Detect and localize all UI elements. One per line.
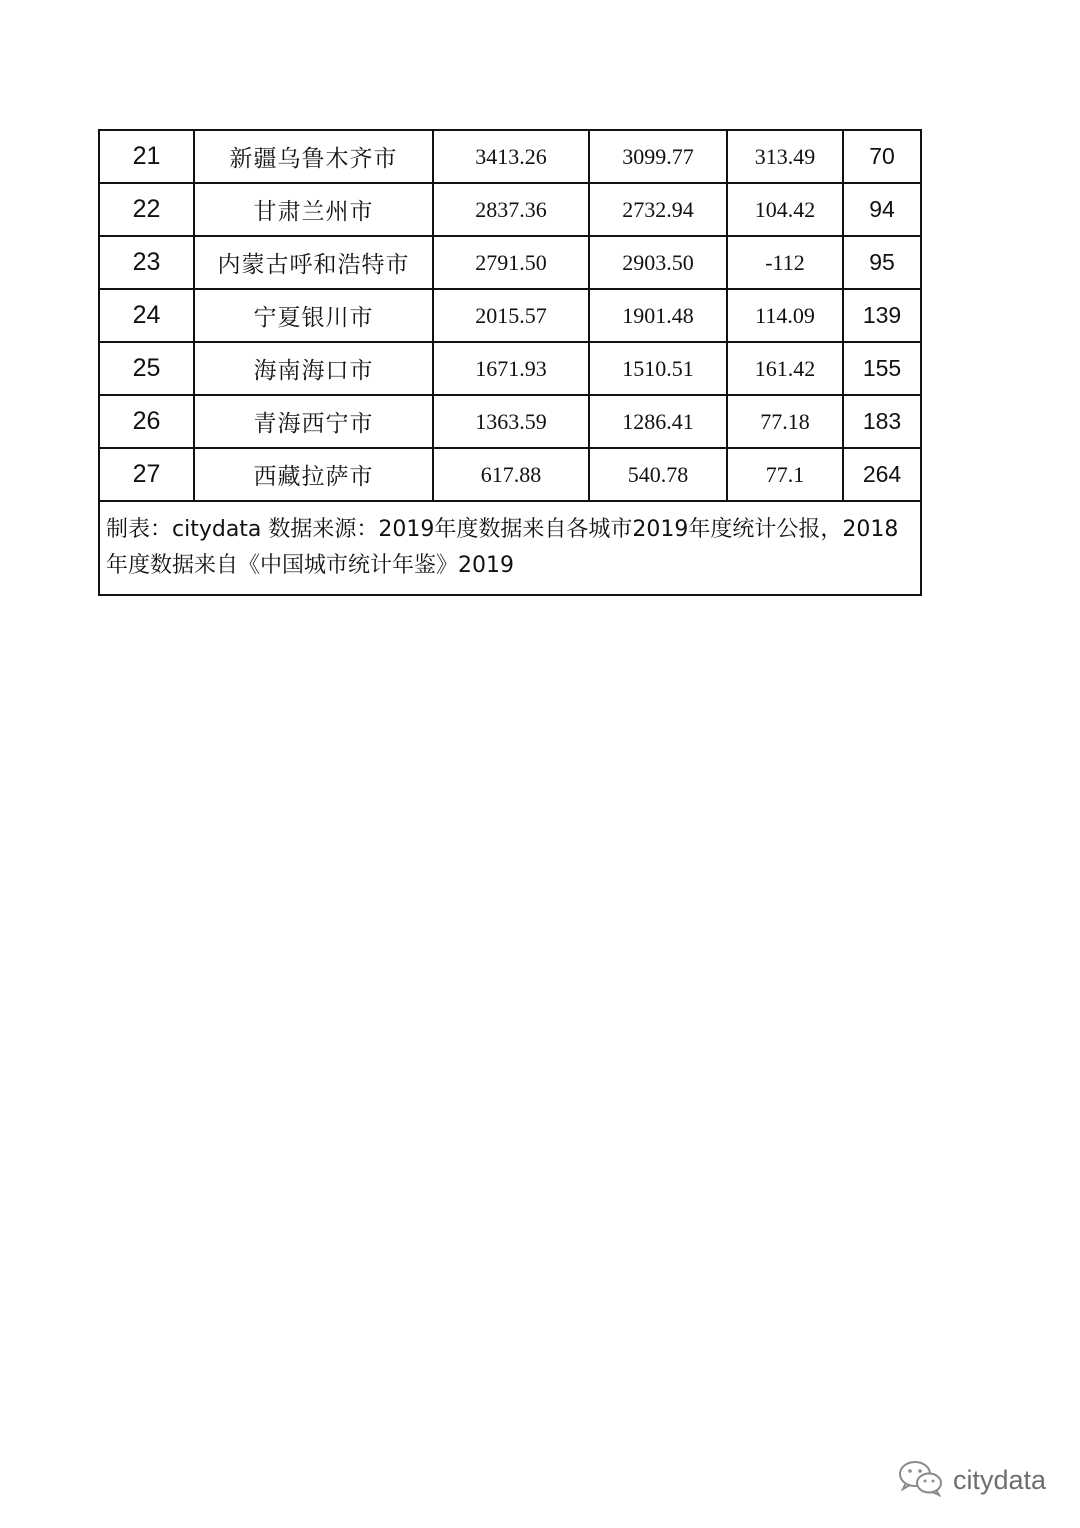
value-2019-cell: 2791.50 xyxy=(433,236,589,289)
table-row xyxy=(99,236,921,289)
change-cell: 104.42 xyxy=(727,183,843,236)
value-2019-cell: 1671.93 xyxy=(433,342,589,395)
national-rank-cell: 139 xyxy=(843,289,921,342)
national-rank-cell: 264 xyxy=(843,448,921,501)
value-2018-cell: 1286.41 xyxy=(589,395,727,448)
table-row xyxy=(99,395,921,448)
rank-cell: 25 xyxy=(99,342,194,395)
rank-cell: 26 xyxy=(99,395,194,448)
watermark xyxy=(897,1458,1046,1502)
rank-cell: 24 xyxy=(99,289,194,342)
city-cell: 青海西宁市 xyxy=(194,395,433,448)
national-rank-cell: 95 xyxy=(843,236,921,289)
value-2018-cell: 2903.50 xyxy=(589,236,727,289)
city-cell: 内蒙古呼和浩特市 xyxy=(194,236,433,289)
city-gdp-table xyxy=(98,129,922,596)
rank-cell: 23 xyxy=(99,236,194,289)
value-2019-cell: 2015.57 xyxy=(433,289,589,342)
value-2018-cell: 3099.77 xyxy=(589,130,727,183)
value-2019-cell: 1363.59 xyxy=(433,395,589,448)
rank-cell: 22 xyxy=(99,183,194,236)
value-2019-cell: 3413.26 xyxy=(433,130,589,183)
value-2018-cell: 540.78 xyxy=(589,448,727,501)
table-row xyxy=(99,183,921,236)
table-row xyxy=(99,342,921,395)
change-cell: 77.1 xyxy=(727,448,843,501)
table-row xyxy=(99,130,921,183)
change-cell: -112 xyxy=(727,236,843,289)
national-rank-cell: 70 xyxy=(843,130,921,183)
national-rank-cell: 183 xyxy=(843,395,921,448)
change-cell: 114.09 xyxy=(727,289,843,342)
value-2018-cell: 1510.51 xyxy=(589,342,727,395)
value-2019-cell: 2837.36 xyxy=(433,183,589,236)
value-2018-cell: 2732.94 xyxy=(589,183,727,236)
change-cell: 313.49 xyxy=(727,130,843,183)
rank-cell: 27 xyxy=(99,448,194,501)
change-cell: 77.18 xyxy=(727,395,843,448)
watermark-text: citydata xyxy=(952,1464,1046,1495)
change-cell: 161.42 xyxy=(727,342,843,395)
city-cell: 甘肃兰州市 xyxy=(194,183,433,236)
table-note-row xyxy=(99,501,921,595)
rank-cell: 21 xyxy=(99,130,194,183)
table-row xyxy=(99,289,921,342)
source-note: 制表：citydata 数据来源：2019年度数据来自各城市2019年度统计公报，2018年度数据来自《中国城市统计年鉴》2019 xyxy=(99,501,921,595)
value-2018-cell: 1901.48 xyxy=(589,289,727,342)
data-table-container xyxy=(98,129,920,596)
value-2019-cell: 617.88 xyxy=(433,448,589,501)
wechat-icon xyxy=(897,1458,945,1502)
table-row xyxy=(99,448,921,501)
city-cell: 海南海口市 xyxy=(194,342,433,395)
national-rank-cell: 94 xyxy=(843,183,921,236)
city-cell: 新疆乌鲁木齐市 xyxy=(194,130,433,183)
city-cell: 西藏拉萨市 xyxy=(194,448,433,501)
city-cell: 宁夏银川市 xyxy=(194,289,433,342)
national-rank-cell: 155 xyxy=(843,342,921,395)
